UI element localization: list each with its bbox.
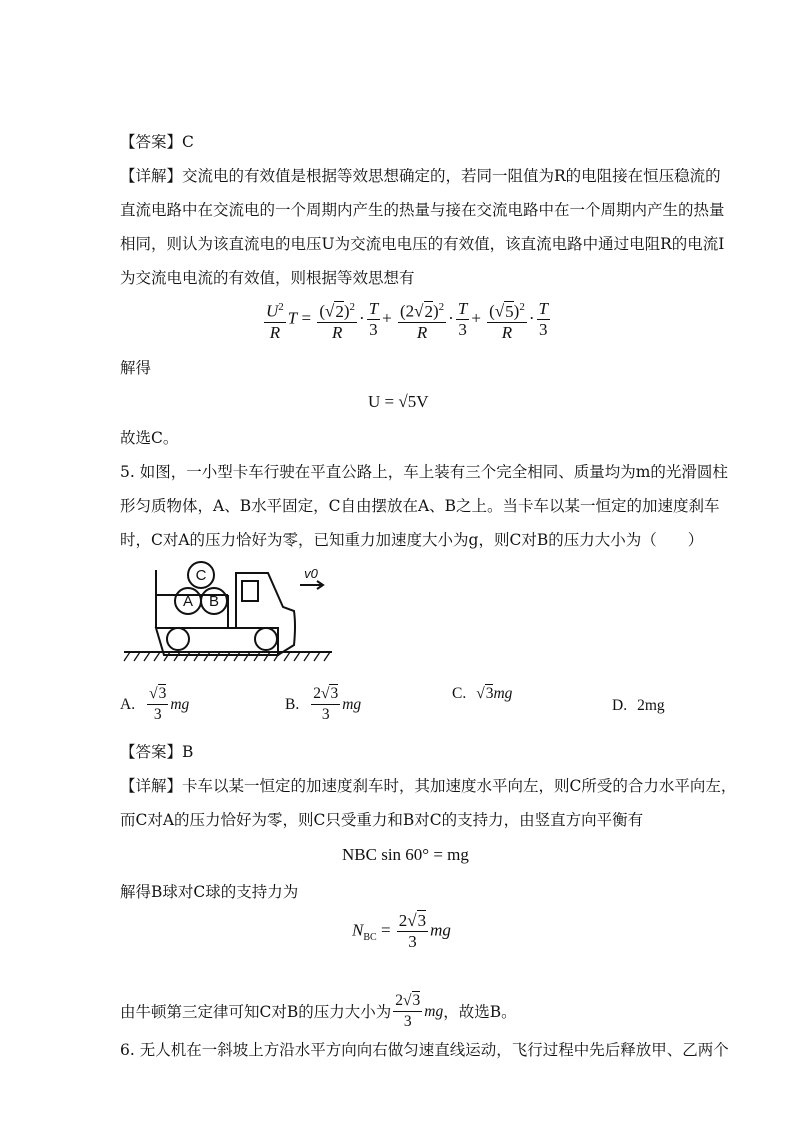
q5-answer: 【答案】B: [120, 743, 194, 761]
option-c: C. √3mg: [452, 685, 513, 702]
q4-detail-line-4: 为交流电电流的有效值，则根据等效思想有: [120, 269, 415, 287]
option-a: A. $\frac{√3}{3}$ mg: [120, 685, 190, 723]
q6-stem-line-1: 6. 无人机在一斜坡上方沿水平方向向右做匀速直线运动，飞行过程中先后释放甲、乙两个: [120, 1041, 729, 1059]
q5-conclusion: 由牛顿第三定律可知C对B的压力大小为 $\frac{2√3}{3}$ mg ，故选B。: [120, 992, 517, 1030]
label-a: A: [182, 593, 194, 610]
q5-conclusion-prefix: 由牛顿第三定律可知C对B的压力大小为: [120, 1002, 392, 1021]
q4-result-equation: U = √5V: [368, 392, 429, 411]
ground-hatching: [124, 652, 330, 661]
option-b-label: B.: [285, 695, 300, 713]
truck-window: [242, 581, 258, 601]
q4-conclusion: 故选C。: [120, 429, 179, 447]
wheel-rear: [167, 628, 189, 650]
q4-equivalence-equation: $\frac{U^2}{R}$ T = $\frac{(√2)^2}{R}$ · $\frac{T}{3}$ + $\frac{(2√2)^2}{R}$ · $\frac{T}{3}$ + $\frac{(√5)^2}{R}$ · $\frac{T}{3}$: [266, 299, 548, 342]
label-v0: v0: [304, 566, 318, 581]
option-d-text: 2mg: [637, 697, 665, 714]
option-b: B. $\frac{2√3}{3}$ mg: [285, 685, 362, 723]
q5-conclusion-suffix: ，故选B。: [443, 1002, 517, 1021]
label-c: C: [195, 567, 207, 584]
q5-detail-line-2: 而C对A的压力恰好为零，则C只受重力和B对C的支持力，由竖直方向平衡有: [120, 811, 644, 829]
q5-solve-label: 解得B球对C球的支持力为: [120, 883, 299, 901]
option-a-label: A.: [120, 695, 136, 713]
label-b: B: [208, 593, 220, 610]
q5-stem-line-2: 形匀质物体，A、B水平固定，C自由摆放在A、B之上。当卡车以某一恒定的加速度刹车: [120, 497, 720, 515]
q5-support-force-equation: $N_{BC}$ = $\frac{2√3}{3}$ mg: [352, 911, 451, 951]
option-c-label: C.: [452, 685, 467, 702]
option-d-label: D.: [612, 697, 628, 714]
q5-stem-line-3: 时，C对A的压力恰好为零，已知重力加速度大小为g，则C对B的压力大小为（ ）: [120, 531, 704, 549]
q5-stem-line-1: 5. 如图，一小型卡车行驶在平直公路上，车上装有三个完全相同、质量均为m的光滑圆柱: [120, 463, 728, 481]
q4-detail-line-1: 【详解】交流电的有效值是根据等效思想确定的，若同一阻值为R的电阻接在恒压稳流的: [120, 167, 721, 185]
q5-balance-equation: NBC sin 60° = mg: [342, 845, 469, 864]
q4-detail-line-2: 直流电路中在交流电的一个周期内产生的热量与接在交流电路中在一个周期内产生的热量: [120, 201, 725, 219]
q4-detail-line-3: 相同，则认为该直流电的电压U为交流电电压的有效值，该直流电路中通过电阻R的电流I: [120, 235, 725, 253]
truck-figure: [118, 555, 338, 670]
q4-solve-label: 解得: [120, 359, 152, 377]
wheel-front: [255, 628, 277, 650]
q4-answer: 【答案】C: [120, 133, 194, 151]
q5-detail-line-1: 【详解】卡车以某一恒定的加速度刹车时，其加速度水平向左，则C所受的合力水平向左，: [120, 777, 737, 795]
option-d: [612, 697, 665, 715]
